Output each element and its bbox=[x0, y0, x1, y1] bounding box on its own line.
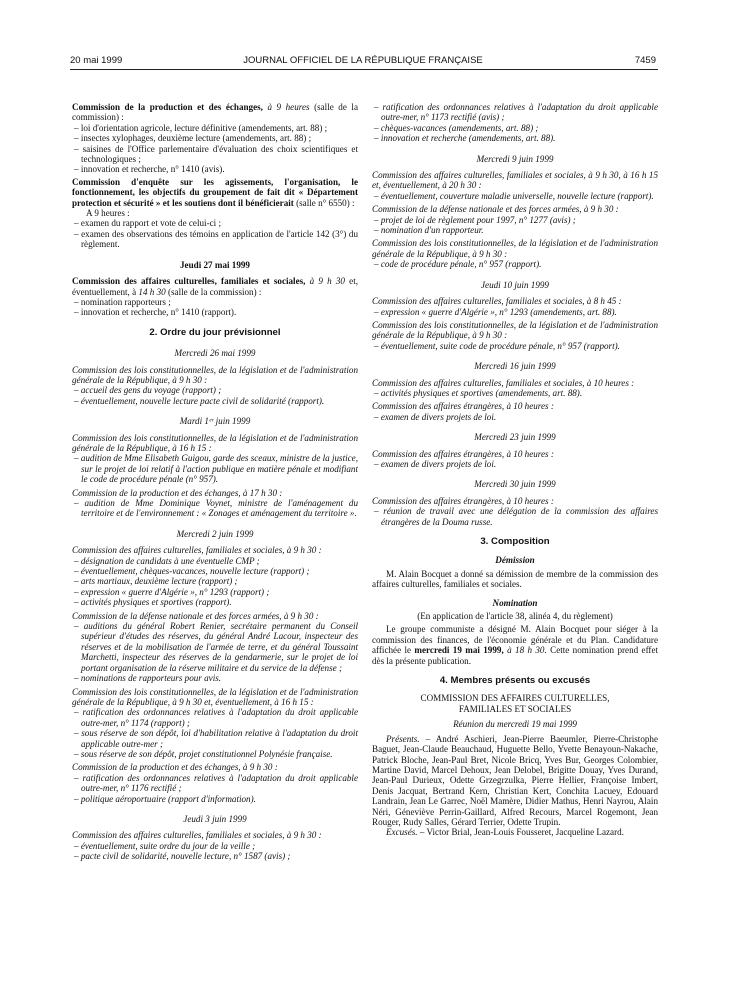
list-item: – examen de divers projets de loi. bbox=[372, 459, 658, 469]
list-item: – éventuellement, chèques-vacances, nouvelle lecture (rapport) ; bbox=[72, 566, 358, 576]
list-item: – ratification des ordonnances relatives à l'adaptation du droit applicable outre-mer, n° 1174 (rapport) ; bbox=[72, 707, 358, 728]
agenda-items bbox=[372, 215, 658, 236]
commission-line: Commission des affaires étrangères, à 10 heures : bbox=[372, 448, 554, 459]
commission-line: Commission de la production et des échanges, à 9 h 30 : bbox=[72, 762, 278, 773]
list-item: – nomination rapporteurs ; bbox=[72, 297, 358, 307]
list-item: – réunion de travail avec une délégation de la commission des affaires étrangères de la Douma russe. bbox=[372, 506, 658, 527]
commission-line: Commission des lois constitutionnelles, de la législation et de l'administration générale de la République, à 9 h 30 : bbox=[372, 238, 658, 259]
commission-line: Commission de la défense nationale et des forces armées, à 9 h 30 : bbox=[372, 204, 619, 215]
cult-items bbox=[72, 297, 358, 318]
nomination-reference: (En application de l'article 38, alinéa 4, du règlement) bbox=[417, 611, 613, 622]
enquete-commission: Commission d'enquête sur les agissements, l'organisation, le fonctionnement, les objectifs du groupement de fait dit « Département protection et sécurité » et les soutiens dont il bénéficierait (salle n° 6550) : bbox=[72, 176, 358, 208]
commission-line: Commission des affaires étrangères, à 10 heures : bbox=[372, 495, 554, 506]
list-item: – code de procédure pénale, n° 957 (rapport). bbox=[372, 259, 658, 269]
agenda-items bbox=[72, 841, 358, 862]
list-item: – éventuellement, suite ordre du jour de la veille ; bbox=[72, 841, 358, 851]
list-item: – expression « guerre d'Algérie », n° 1293 (rapport) ; bbox=[72, 587, 358, 597]
date-heading: Jeudi 3 juin 1999 bbox=[183, 813, 247, 824]
list-item: – pacte civil de solidarité, nouvelle lecture, n° 1587 (avis) ; bbox=[72, 851, 358, 861]
list-item: – saisines de l'Office parlementaire d'évaluation des choix scientifiques et technologiques ; bbox=[72, 144, 358, 165]
agenda-items bbox=[72, 385, 358, 406]
date-heading: Mercredi 9 juin 1999 bbox=[476, 153, 554, 164]
commission-line: Commission des lois constitutionnelles, de la législation et de l'administration générale de la République, à 9 h 30 : bbox=[372, 319, 658, 341]
demission-text: M. Alain Bocquet a donné sa démission de membre de la commission des affaires culturelles, familiales et sociales. bbox=[372, 568, 658, 590]
agenda-items bbox=[372, 388, 658, 398]
list-item: – accueil des gens du voyage (rapport) ; bbox=[72, 385, 358, 395]
list-item: – éventuellement, nouvelle lecture pacte civil de solidarité (rapport). bbox=[72, 396, 358, 406]
page-number: 7459 bbox=[634, 55, 656, 66]
nomination-text: Le groupe communiste a désigné M. Alain Bocquet pour siéger à la commission des finances, de l'économie générale et du Plan. Candidature affichée le mercredi 19 mai 1999, à 18 h 30. Cette nomination prend effet dès la présente publication. bbox=[372, 624, 659, 666]
commission-line: Commission des affaires culturelles, familiales et sociales, à 9 h 30 : bbox=[72, 545, 322, 556]
subsection-heading: Nomination bbox=[492, 597, 538, 608]
list-item: – auditions du général Robert Renier, secrétaire permanent du Conseil supérieur d'études des réserves, du général André Lacour, inspecteur des réserves et de la mobilisation de l'armée de terre, et du général Toussaint Marchetti, inspecteur des réserves de la gendarmerie, sur le projet de loi portant organisation de la réserve militaire et du service de la défense ; bbox=[72, 621, 358, 673]
agenda-items bbox=[72, 621, 358, 683]
list-item: – expression « guerre d'Algérie », n° 1293 (amendements, art. 88). bbox=[372, 307, 658, 317]
right-column bbox=[372, 102, 658, 838]
list-item: – désignation de candidats à une éventuelle CMP ; bbox=[72, 556, 358, 566]
header-date: 20 mai 1999 bbox=[70, 55, 123, 66]
list-item: – audition de Mme Dominique Voynet, ministre de l'aménagement du territoire et de l'environnement : « Zonages et aménagement du territoire ». bbox=[72, 498, 358, 519]
list-item: – insectes xylophages, deuxième lecture (amendements, art. 88) ; bbox=[72, 133, 358, 143]
list-item: – audition de Mme Elisabeth Guigou, garde des sceaux, ministre de la justice, sur le projet de loi relatif à l'action publique en matière pénale et modifiant le code de procédure pénale (n° 957). bbox=[72, 453, 358, 484]
agenda-items bbox=[372, 341, 658, 351]
list-item: – nominations de rapporteurs pour avis. bbox=[72, 673, 358, 683]
reunion-date: Réunion du mercredi 19 mai 1999 bbox=[453, 719, 577, 730]
list-item: – examen de divers projets de loi. bbox=[372, 412, 658, 422]
commission-title: FAMILIALES ET SOCIALES bbox=[458, 703, 572, 714]
commission-line: Commission des lois constitutionnelles, de la législation et de l'administration générale de la République, à 16 h 15 : bbox=[72, 432, 358, 453]
enquete-time: A 9 heures : bbox=[86, 208, 130, 219]
presents-list: Présents. – André Aschieri, Jean-Pierre Baeumler, Pierre-Christophe Baguet, Jean-Claude Beauchaud, Huguette Bello, Yvette Benayoun-Nakache, Patrick Bloche, Jean-Paul Bret, Nicole Bricq, Yves Bur, Georges Colombier, Martine David, Marcel Dehoux, Jean Delobel, Brigitte Douay, Yves Durand, Jean-Paul Durieux, Odette Grzegrzulka, Pierre Hellier, Françoise Imbert, Denis Jacquat, Bertrand Kern, Christian Kert, Conchita Lacuey, Edouard Landrain, Jean Le Garrec, Noël Mamère, Didier Mathus, Henri Nayrou, Alain Néri, Géneviève Perrin-Gaillard, Alfred Recours, Marcel Rogemont, Jean Rouger, Rudy Salles, Gérard Terrier, Odette Trupin. bbox=[372, 733, 658, 827]
list-item: – projet de loi de règlement pour 1997, n° 1277 (avis) ; bbox=[372, 215, 658, 225]
date-heading: Mercredi 23 juin 1999 bbox=[474, 432, 556, 443]
agenda-items bbox=[72, 707, 358, 759]
list-item: – éventuellement, suite code de procédure pénale, n° 957 (rapport). bbox=[372, 341, 658, 351]
prod-commission: Commission de la production et des échanges, à 9 heures (salle de la commission) : bbox=[72, 102, 358, 123]
commission-line: Commission des affaires culturelles, familiales et sociales, à 8 h 45 : bbox=[372, 296, 622, 307]
agenda-items bbox=[372, 259, 658, 269]
list-item: – loi d'orientation agricole, lecture définitive (amendements, art. 88) ; bbox=[72, 123, 358, 133]
list-item: – ratification des ordonnances relatives à l'adaptation du droit applicable outre-mer, n° 1173 rectifié (avis) ; bbox=[372, 102, 658, 123]
date-heading: Mardi 1ᵉʳ juin 1999 bbox=[179, 416, 251, 427]
commission-line: Commission des lois constitutionnelles, de la législation et de l'administration générale de la République, à 9 h 30 : bbox=[72, 364, 358, 385]
prod-items bbox=[72, 123, 358, 175]
list-item: – sous réserve de son dépôt, projet constitutionnel Polynésie française. bbox=[72, 749, 358, 759]
list-item: – innovation et recherche (amendements, art. 88). bbox=[372, 133, 658, 143]
enquete-items bbox=[72, 218, 358, 249]
list-item: – sous réserve de son dépôt, loi d'habilitation relative à l'adaptation du droit applicable outre-mer ; bbox=[72, 728, 358, 749]
agenda-items bbox=[372, 191, 658, 201]
agenda-items bbox=[72, 498, 358, 519]
date-heading: Mercredi 26 mai 1999 bbox=[174, 348, 256, 359]
list-item: – nomination d'un rapporteur. bbox=[372, 225, 658, 235]
commission-line: Commission des affaires culturelles, familiales et sociales, à 9 h 30, à 16 h 15 et, éventuellement, à 20 h 30 : bbox=[372, 170, 658, 191]
list-item: – innovation et recherche, n° 1410 (avis). bbox=[72, 164, 358, 174]
left-column bbox=[72, 102, 358, 862]
commission-line: Commission des affaires culturelles, familiales et sociales, à 9 h 30 : bbox=[72, 830, 322, 841]
agenda-items bbox=[372, 102, 658, 144]
date-heading: Mercredi 16 juin 1999 bbox=[474, 361, 556, 372]
commission-line: Commission des affaires étrangères, à 10 heures : bbox=[372, 401, 554, 412]
list-item: – chèques-vacances (amendements, art. 88) ; bbox=[372, 123, 658, 133]
list-item: – activités physiques et sportives (rapport). bbox=[72, 597, 358, 607]
agenda-items bbox=[372, 412, 658, 422]
list-item: – innovation et recherche, n° 1410 (rapport). bbox=[72, 307, 358, 317]
date-heading: Jeudi 10 juin 1999 bbox=[481, 279, 549, 290]
journal-title: JOURNAL OFFICIEL DE LA RÉPUBLIQUE FRANÇAISE bbox=[243, 55, 483, 66]
agenda-items bbox=[372, 459, 658, 469]
list-item: – éventuellement, couverture maladie universelle, nouvelle lecture (rapport). bbox=[372, 191, 658, 201]
list-item: – arts martiaux, deuxième lecture (rapport) ; bbox=[72, 576, 358, 586]
commission-line: Commission de la production et des échanges, à 17 h 30 : bbox=[72, 487, 283, 498]
list-item: – ratification des ordonnances relatives à l'adaptation du droit applicable outre-mer, n° 1176 rectifié ; bbox=[72, 773, 358, 794]
commission-title: COMMISSION DES AFFAIRES CULTURELLES, bbox=[420, 693, 610, 704]
section-title: 3. Composition bbox=[480, 536, 550, 547]
header-rule bbox=[70, 69, 658, 70]
subsection-heading: Démission bbox=[495, 555, 535, 566]
agenda-items bbox=[72, 453, 358, 484]
list-item: – activités physiques et sportives (amendements, art. 88). bbox=[372, 388, 658, 398]
date-heading: Mercredi 2 juin 1999 bbox=[176, 528, 254, 539]
commission-line: Commission des affaires culturelles, familiales et sociales, à 10 heures : bbox=[372, 377, 635, 388]
agenda-items bbox=[372, 307, 658, 317]
commission-line: Commission de la défense nationale et des forces armées, à 9 h 30 : bbox=[72, 610, 319, 621]
section-title: 4. Membres présents ou excusés bbox=[439, 675, 591, 687]
agenda-items bbox=[72, 773, 358, 804]
date-heading: Mercredi 30 juin 1999 bbox=[474, 479, 556, 490]
agenda-items bbox=[372, 506, 658, 527]
list-item: – examen du rapport et vote de celui-ci ; bbox=[72, 218, 358, 228]
section-title: 2. Ordre du jour prévisionnel bbox=[149, 326, 281, 338]
list-item: – politique aéroportuaire (rapport d'information). bbox=[72, 794, 358, 804]
excuses-list: Excusés. – Victor Brial, Jean-Louis Fousseret, Jacqueline Lazard. bbox=[386, 827, 624, 838]
agenda-items bbox=[72, 556, 358, 608]
date-heading: Jeudi 27 mai 1999 bbox=[180, 259, 250, 270]
list-item: – examen des observations des témoins en application de l'article 142 (3°) du règlement. bbox=[72, 229, 358, 250]
commission-line: Commission des lois constitutionnelles, de la législation et de l'administration générale de la République, à 9 h 30 et, éventuellement, à 16 h 15 : bbox=[72, 686, 358, 707]
cult-commission: Commission des affaires culturelles, familiales et sociales, à 9 h 30 et, éventuellement, à 14 h 30 (salle de la commission) : bbox=[72, 276, 358, 297]
page-header bbox=[70, 55, 656, 69]
